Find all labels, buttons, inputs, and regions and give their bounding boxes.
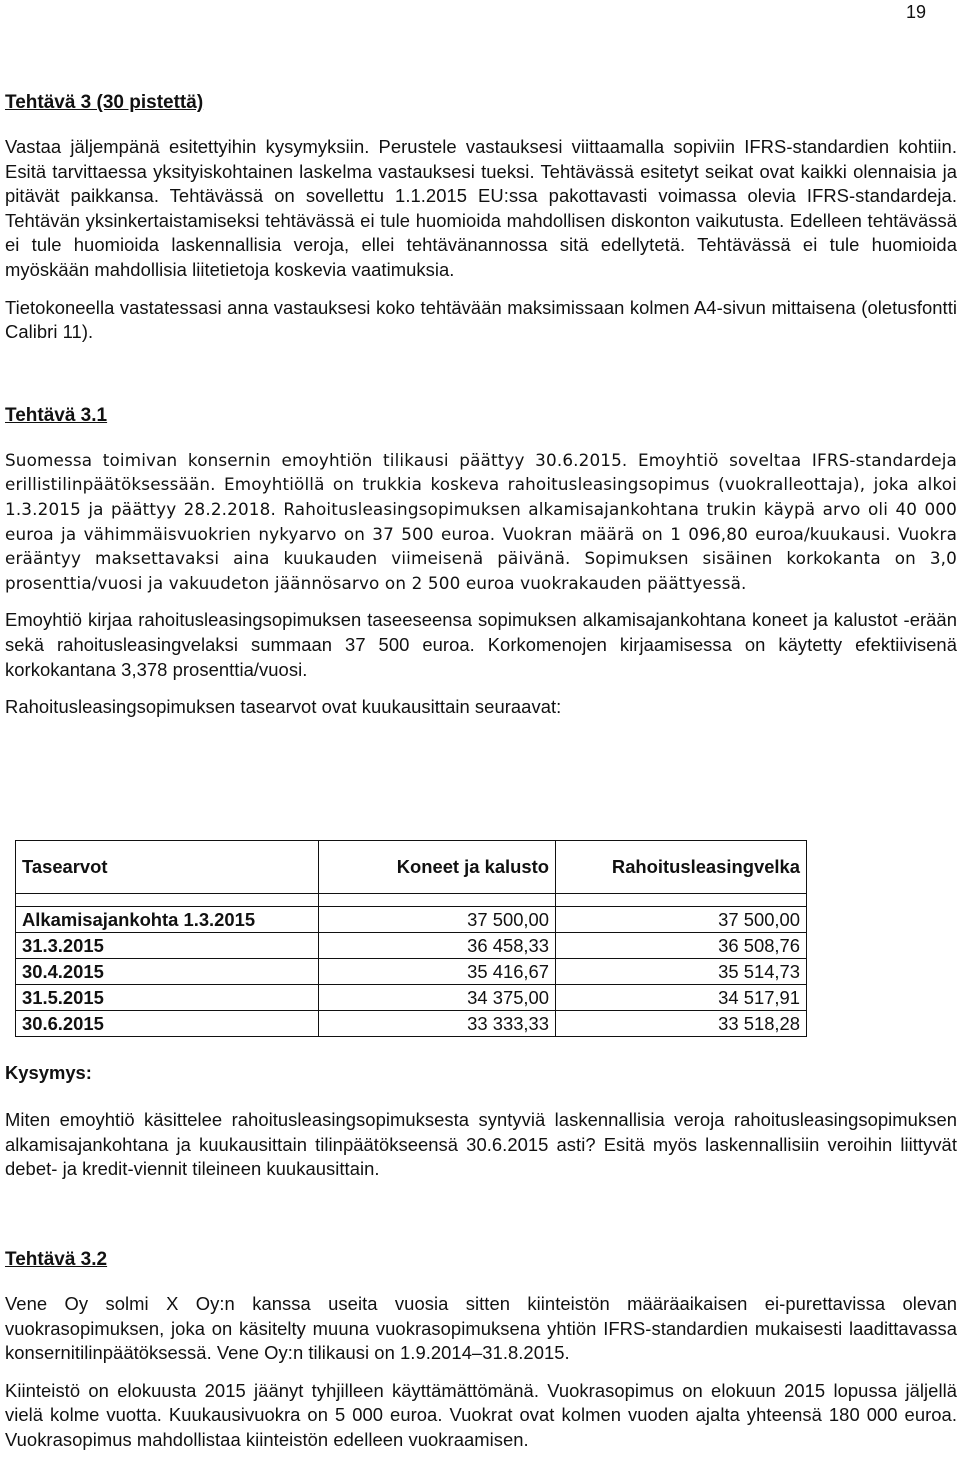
row-date: 30.4.2015 [16,959,319,985]
task3-section [5,90,957,720]
row-date: 31.3.2015 [16,933,319,959]
row-date: Alkamisajankohta 1.3.2015 [16,907,319,933]
task3-1-question-block [5,1108,957,1182]
balance-values-table [15,840,807,1037]
page-number: 19 [905,2,926,22]
task3-2-paragraph-2: Kiinteistö on elokuusta 2015 jäänyt tyhjilleen käyttämättömänä. Vuokrasopimus on elokuun 2015 lopussa jäljellä vielä kolme vuotta. Kuukausivuokra on 5 000 euroa. Vuokrat ovat kolmen vuoden ajalta yhteensä 180 000 euroa. Vuokrasopimus mahdollistaa kiinteistön edelleen vuokraamisen. [5,1379,957,1450]
question-label: Kysymys: [5,1062,92,1083]
table-row [16,985,807,1011]
task3-instructions-paragraph: Tietokoneella vastatessasi anna vastauksesi koko tehtävään maksimissaan kolmen A4-sivun mittaisena (oletusfontti Calibri 11). [5,296,957,343]
table-header-row [16,841,807,894]
row-liability-value: 33 518,28 [556,1011,807,1037]
column-header-machinery: Koneet ja kalusto [319,841,556,894]
task3-1-paragraph-1: Suomessa toimivan konsernin emoyhtiön tilikausi päättyy 30.6.2015. Emoyhtiö soveltaa IFRS-standardeja erillistilinpäätöksessään. Emoyhtiöllä on trukkia koskeva rahoitusleasingsopimus (vuokralleottaja), joka alkoi 1.3.2015 ja päättyy 28.2.2018. Rahoitusleasingsopimuksen alkamisajankohtana trukin käypä arvo oli 40 000 euroa ja vähimmäisvuokrien nykyarvo on 37 500 euroa. Vuokran määrä on 1 096,80 euroa/kuukausi. Vuokra erääntyy maksettavaksi aina kuukauden viimeisenä päivänä. Sopimuksen sisäinen korkokanta on 3,0 prosenttia/vuosi ja vakuudeton jäännösarvo on 2 500 euroa vuokrakauden päättyessä. [5,449,957,593]
row-assets-value: 37 500,00 [319,907,556,933]
task3-1-paragraph-2: Emoyhtiö kirjaa rahoitusleasingsopimuksen taseeseensa sopimuksen alkamisajankohtana koneet ja kalustot -erään sekä rahoitusleasingvelaksi summaan 37 500 euroa. Korkomenojen kirjaamisessa on käytetty efektiivisenä korkokantana 3,378 prosenttia/vuosi. [5,609,957,680]
row-liability-value: 37 500,00 [556,907,807,933]
table-row [16,959,807,985]
table-row [16,933,807,959]
row-liability-value: 34 517,91 [556,985,807,1011]
row-liability-value: 36 508,76 [556,933,807,959]
table-row [16,907,807,933]
row-date: 31.5.2015 [16,985,319,1011]
row-liability-value: 35 514,73 [556,959,807,985]
row-assets-value: 33 333,33 [319,1011,556,1037]
task3-2-paragraph-1: Vene Oy solmi X Oy:n kanssa useita vuosia sitten kiinteistön määräaikaisen ei-purettavissa olevan vuokrasopimuksen, joka on käsitelty muuna vuokrasopimuksena yhtiön IFRS-standardien mukaisesti laadittavassa konsernitilinpäätöksessä. Vene Oy:n tilikausi on 1.9.2014–31.8.2015. [5,1293,957,1364]
row-assets-value: 35 416,67 [319,959,556,985]
task3-2-section [5,1247,957,1453]
task3-1-heading: Tehtävä 3.1 [5,404,108,426]
row-date: 30.6.2015 [16,1011,319,1037]
task3-heading: Tehtävä 3 (30 pistettä) [5,92,204,113]
table-row [16,1011,807,1037]
task3-1-question: Miten emoyhtiö käsittelee rahoitusleasingsopimuksesta syntyviä laskennallisia veroja rahoitusleasingsopimuksen alkamisajankohtana ja kuukausittain tilinpäätökseensä 30.6.2015 asti? Esitä myös laskennallisiin veroihin liittyvät debet- ja kredit-viennit tileineen kuukausittain. [5,1109,957,1180]
row-assets-value: 36 458,33 [319,933,556,959]
task3-1-paragraph-3: Rahoitusleasingsopimuksen tasearvot ovat kuukausittain seuraavat: [5,696,562,718]
column-header-balance-values: Tasearvot [16,841,319,894]
row-assets-value: 34 375,00 [319,985,556,1011]
table-spacer-row [16,894,807,907]
task3-2-heading: Tehtävä 3.2 [5,1249,108,1270]
task3-intro-paragraph: Vastaa jäljempänä esitettyihin kysymyksiin. Perustele vastauksesi viittaamalla sopiviin IFRS-standardien kohtiin. Esitä tarvittaessa yksityiskohtainen laskelma vastauksesi tueksi. Tehtävässä esitetyt seikat ovat kaikki olennaisia ja pitävät paikkansa. Tehtävässä on sovellettu 1.1.2015 EU:ssa pakottavasti voimassa olevia IFRS-standardeja. Tehtävän yksinkertaistamiseksi tehtävässä ei tule huomioida mahdollisen diskonton vaikutusta. Edelleen tehtävässä ei tule huomioida laskennallisia veroja, ellei tehtävänannossa sitä edellytetä. Tehtävässä ei tule huomioida myöskään mahdollisia liitetietoja koskevia vaatimuksia. [5,136,957,280]
column-header-lease-liability: Rahoitusleasingvelka [556,841,807,894]
